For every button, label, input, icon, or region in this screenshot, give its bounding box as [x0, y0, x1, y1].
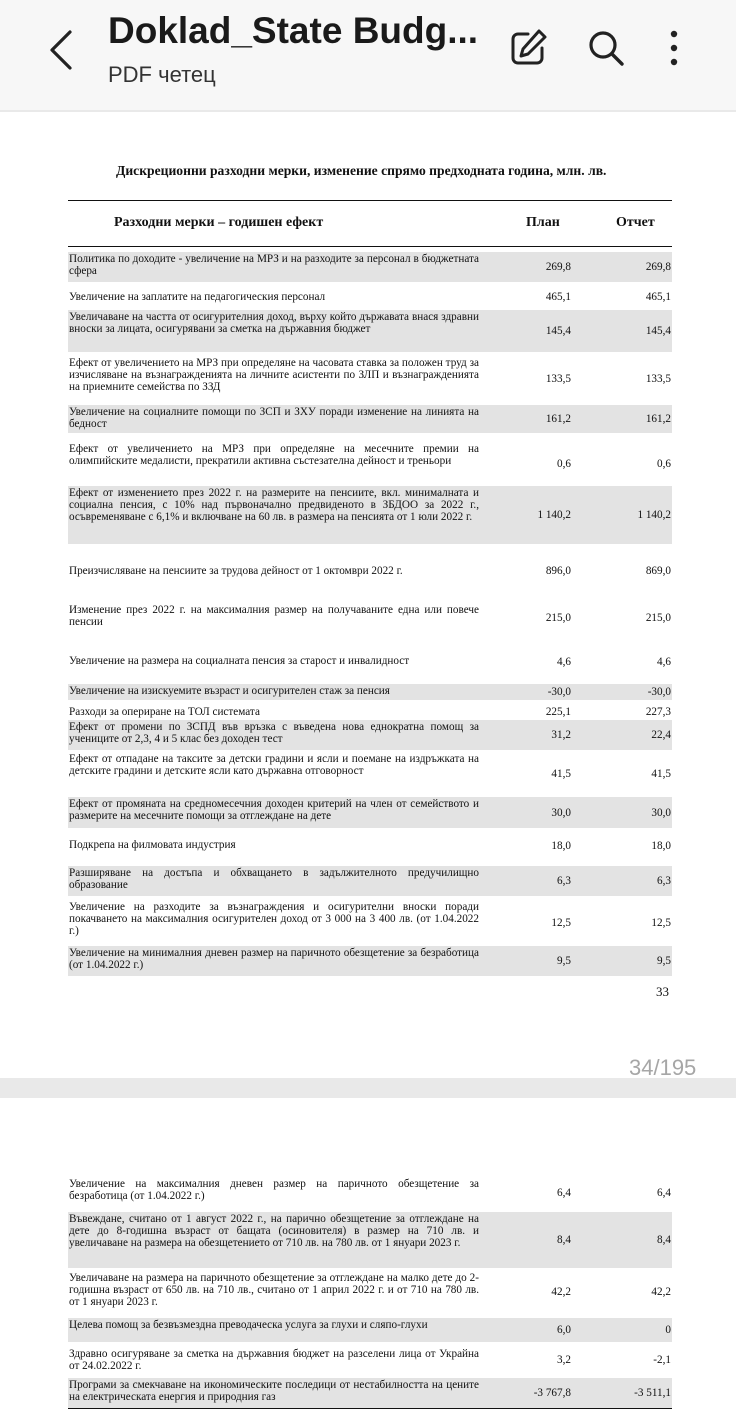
column-header-plan: План [526, 215, 560, 230]
table-caption: Дискреционни разходни мерки, изменение спрямо предходната година, млн. лв. [116, 163, 607, 178]
table-row [68, 310, 672, 352]
plan-value: 41,5 [551, 768, 571, 780]
actual-value: 0 [665, 1324, 671, 1336]
row-label: Здравно осигуряване за сметка на държавния бюджет на разселени лица от Украйна от 24.02.2022 г. [69, 1348, 479, 1372]
actual-value: 22,4 [651, 729, 671, 741]
row-label: Ефект от промяната на средномесечния доходен критерий на член от семейството и размерите на месечните помощи за отглеждане на дете [69, 798, 479, 822]
table-row [68, 405, 672, 433]
row-label: Увеличаване на частта от осигурителния доход, върху който държавата внася здравни вноски за лицата, осигурявани за сметка на държавния бюджет [69, 311, 479, 335]
row-label: Преизчисляване на пенсиите за трудова дейност от 1 октомври 2022 г. [69, 565, 403, 577]
column-header-measure: Разходни мерки – годишен ефект [114, 215, 324, 230]
table-row [68, 442, 672, 485]
app-subtitle: PDF четец [108, 62, 216, 87]
plan-value: 1 140,2 [537, 509, 571, 521]
plan-value: 31,2 [551, 729, 571, 741]
row-label: Подкрепа на филмовата индустрия [69, 839, 236, 851]
actual-value: 0,6 [657, 458, 671, 470]
row-label: Увеличение на заплатите на педагогическия персонал [69, 291, 326, 303]
row-label: Разходи за опериране на ТОЛ системата [69, 706, 260, 718]
row-label: Увеличаване на размера на паричното обезщетение за отглеждане на малко дете до 2-годишна възраст от 650 лв. на 710 лв., считано от 1 април 2022 г. и от 710 на 780 лв. от 1 януари 2023 г. [69, 1272, 479, 1308]
plan-value: 0,6 [557, 458, 571, 470]
plan-value: 6,4 [557, 1187, 571, 1199]
table-row [68, 252, 672, 282]
actual-value: 41,5 [651, 768, 671, 780]
row-label: Въвеждане, считано от 1 август 2022 г., на парично обезщетение за отглеждане на дете до 8-годишна възраст от бащата (осиновителя) в размер на 710 лв. и увеличаване на размера на обезщетението от 710 лв. на 780 лв. от 1 януари 2023 г. [69, 1213, 479, 1249]
plan-value: 269,8 [545, 261, 571, 273]
table-top-rule [68, 200, 672, 201]
table-bottom-rule [68, 1408, 672, 1409]
table-row [68, 900, 672, 946]
table-row [68, 705, 672, 718]
plan-value: 896,0 [545, 565, 571, 577]
row-label: Ефект от промени по ЗСПД във връзка с въведена нова еднократна помощ за учениците от 2,3, 4 и 5 клас без доходен тест [69, 721, 479, 745]
actual-value: 161,2 [645, 413, 671, 425]
row-label: Ефект от увеличението на МРЗ при определяне на часовата ставка за положен труд за изчисляване на възнагражденията на личните асистенти по ЗЛП и възнагражденията на приемните семейства по ЗЗД [69, 357, 479, 393]
row-label: Ефект от увеличението на МРЗ при определяне на месечните премии на олимпийските медалисти, прекратили активна състезателна дейност и треньори [69, 443, 479, 467]
actual-value: 9,5 [657, 955, 671, 967]
page-number: 33 [656, 984, 669, 999]
table-row [68, 1346, 672, 1374]
table-row [68, 1212, 672, 1268]
actual-value: 269,8 [645, 261, 671, 273]
row-label: Увеличение на социалните помощи по ЗСП и ЗХУ поради изменение на линията на бедност [69, 406, 479, 430]
plan-value: 42,2 [551, 1286, 571, 1298]
row-label: Увеличение на минималния дневен размер на паричното обезщетение за безработица (от 1.04.2022 г.) [69, 947, 479, 971]
table-row [68, 797, 672, 828]
actual-value: 42,2 [651, 1286, 671, 1298]
table-row [68, 1318, 672, 1342]
table-row [68, 654, 672, 670]
table-row [68, 486, 672, 544]
actual-value: -2,1 [653, 1354, 671, 1366]
table-row [68, 356, 672, 401]
table-row [68, 1378, 672, 1408]
plan-value: 8,4 [557, 1234, 571, 1246]
plan-value: -30,0 [547, 686, 571, 698]
pdf-page[interactable] [0, 1098, 736, 1420]
row-label: Целева помощ за безвъзмездна преводаческа услуга за глухи и сляпо-глухи [69, 1319, 428, 1331]
row-label: Увеличение на размера на социалната пенсия за старост и инвалидност [69, 655, 410, 667]
actual-value: -30,0 [647, 686, 671, 698]
table-row [68, 866, 672, 896]
row-label: Увеличение на изискуемите възраст и осигурителен стаж за пенсия [69, 685, 390, 697]
table-row [68, 603, 672, 633]
table-row [68, 946, 672, 976]
edit-icon[interactable] [506, 26, 550, 70]
row-label: Увеличение на разходите за възнаграждения и осигурителни вноски поради покачването на максималния осигурителен доход от 3 000 на 3 400 лв. (от 1.04.2022 г.) [69, 901, 479, 937]
row-label: Разширяване на достъпа и обхващането в задължителното предучилищно образование [69, 867, 479, 891]
plan-value: 161,2 [545, 413, 571, 425]
plan-value: 465,1 [545, 291, 571, 303]
plan-value: 215,0 [545, 612, 571, 624]
row-label: Ефект от изменението през 2022 г. на размерите на пенсиите, вкл. минималната и социална пенсия, с 10% над първоначално предвиденото в ЗБДОО за 2022 г., осъвременяване с 6,1% и включване на 60 лв. в размера на пенсията от 1 юли 2022 г. [69, 487, 479, 523]
plan-value: 3,2 [557, 1354, 571, 1366]
actual-value: 8,4 [657, 1234, 671, 1246]
table-row [68, 564, 672, 578]
page-counter: 34/195 [629, 1055, 697, 1080]
plan-value: 6,0 [557, 1324, 571, 1336]
actual-value: -3 511,1 [634, 1387, 671, 1399]
plan-value: 12,5 [551, 917, 571, 929]
actual-value: 215,0 [645, 612, 671, 624]
app-bar [0, 0, 736, 110]
actual-value: 6,4 [657, 1187, 671, 1199]
plan-value: 145,4 [545, 325, 571, 337]
row-label: Изменение през 2022 г. на максималния размер на получаваните една или повече пенсии [69, 604, 479, 628]
actual-value: 227,3 [645, 706, 671, 718]
table-row [68, 288, 672, 306]
plan-value: -3 767,8 [533, 1387, 571, 1399]
table-row [68, 1176, 672, 1210]
row-label: Политика по доходите - увеличение на МРЗ и на разходите за персонал в бюджетната сфера [69, 253, 479, 277]
actual-value: 465,1 [645, 291, 671, 303]
table-row [68, 752, 672, 795]
back-arrow-icon[interactable] [44, 26, 84, 74]
actual-value: 133,5 [645, 373, 671, 385]
actual-value: 30,0 [651, 807, 671, 819]
plan-value: 4,6 [557, 656, 571, 668]
actual-value: 4,6 [657, 656, 671, 668]
plan-value: 6,3 [557, 875, 571, 887]
actual-value: 18,0 [651, 840, 671, 852]
actual-value: 6,3 [657, 875, 671, 887]
table-header-rule [68, 246, 672, 247]
plan-value: 133,5 [545, 373, 571, 385]
table-row [68, 838, 672, 853]
document-title: Doklad_State Budg... [108, 10, 479, 51]
plan-value: 18,0 [551, 840, 571, 852]
plan-value: 9,5 [557, 955, 571, 967]
search-icon[interactable] [584, 26, 628, 70]
row-label: Програми за смекчаване на икономическите последици от нестабилността на цените на електрическата енергия и природния газ [69, 1379, 479, 1403]
actual-value: 145,4 [645, 325, 671, 337]
table-row [68, 684, 672, 700]
pdf-page[interactable] [0, 112, 736, 1078]
actual-value: 869,0 [645, 565, 671, 577]
actual-value: 1 140,2 [637, 509, 671, 521]
row-label: Увеличение на максималния дневен размер на паричното обезщетение за безработица (от 1.04.2022 г.) [69, 1178, 479, 1202]
table-row [68, 720, 672, 750]
column-header-actual: Отчет [616, 215, 655, 230]
more-menu-icon[interactable] [652, 26, 696, 70]
row-label: Ефект от отпадане на таксите за детски градини и ясли и поемане на издръжката на детските градини и детските ясли като държавна отговорност [69, 753, 479, 777]
plan-value: 225,1 [545, 706, 571, 718]
actual-value: 12,5 [651, 917, 671, 929]
plan-value: 30,0 [551, 807, 571, 819]
table-row [68, 1270, 672, 1314]
